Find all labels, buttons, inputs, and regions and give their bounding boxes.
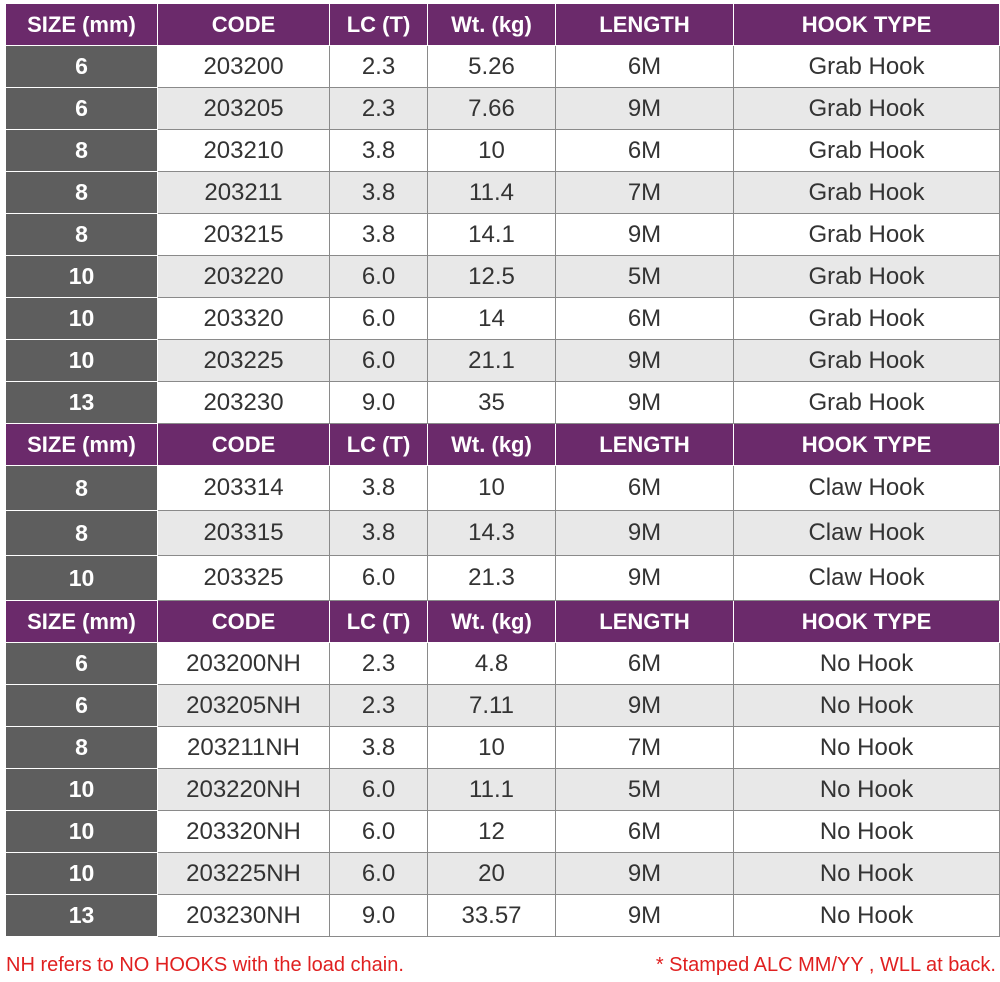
cell-length: 5M: [556, 769, 734, 811]
cell-lc: 3.8: [330, 172, 428, 214]
table-row: [6, 643, 1000, 685]
cell-hook-type: Claw Hook: [734, 556, 1000, 601]
chain-spec-table: [5, 4, 1000, 937]
header-weight: Wt. (kg): [428, 4, 556, 46]
cell-weight: 4.8: [428, 643, 556, 685]
cell-code: 203220: [158, 256, 330, 298]
cell-length: 9M: [556, 382, 734, 424]
header-lc: LC (T): [330, 424, 428, 466]
table-row: [6, 340, 1000, 382]
cell-weight: 14.3: [428, 511, 556, 556]
cell-size: 8: [6, 466, 158, 511]
cell-weight: 7.66: [428, 88, 556, 130]
header-code: CODE: [158, 424, 330, 466]
header-row: [6, 424, 1000, 466]
cell-weight: 11.4: [428, 172, 556, 214]
header-code: CODE: [158, 601, 330, 643]
cell-size: 8: [6, 511, 158, 556]
cell-length: 9M: [556, 556, 734, 601]
table-row: [6, 382, 1000, 424]
cell-code: 203315: [158, 511, 330, 556]
cell-size: 10: [6, 298, 158, 340]
table-row: [6, 130, 1000, 172]
cell-code: 203210: [158, 130, 330, 172]
cell-weight: 12.5: [428, 256, 556, 298]
cell-lc: 6.0: [330, 256, 428, 298]
cell-weight: 33.57: [428, 895, 556, 937]
header-weight: Wt. (kg): [428, 601, 556, 643]
cell-size: 6: [6, 46, 158, 88]
header-size: SIZE (mm): [6, 424, 158, 466]
cell-hook-type: Claw Hook: [734, 511, 1000, 556]
cell-hook-type: Grab Hook: [734, 382, 1000, 424]
cell-length: 9M: [556, 853, 734, 895]
cell-size: 10: [6, 556, 158, 601]
cell-code: 203205: [158, 88, 330, 130]
cell-size: 13: [6, 895, 158, 937]
cell-hook-type: No Hook: [734, 895, 1000, 937]
cell-lc: 3.8: [330, 214, 428, 256]
cell-code: 203215: [158, 214, 330, 256]
header-size: SIZE (mm): [6, 601, 158, 643]
cell-hook-type: No Hook: [734, 685, 1000, 727]
cell-hook-type: No Hook: [734, 811, 1000, 853]
cell-lc: 2.3: [330, 46, 428, 88]
table-row: [6, 769, 1000, 811]
cell-weight: 14.1: [428, 214, 556, 256]
cell-code: 203230NH: [158, 895, 330, 937]
cell-code: 203211NH: [158, 727, 330, 769]
cell-lc: 2.3: [330, 685, 428, 727]
cell-lc: 2.3: [330, 643, 428, 685]
cell-weight: 20: [428, 853, 556, 895]
cell-length: 5M: [556, 256, 734, 298]
cell-size: 8: [6, 727, 158, 769]
table-row: [6, 556, 1000, 601]
cell-size: 10: [6, 769, 158, 811]
cell-code: 203225NH: [158, 853, 330, 895]
nh-footnote: NH refers to NO HOOKS with the load chain.: [6, 954, 404, 976]
cell-code: 203325: [158, 556, 330, 601]
table-row: [6, 256, 1000, 298]
header-row: [6, 601, 1000, 643]
cell-hook-type: Grab Hook: [734, 46, 1000, 88]
cell-weight: 7.11: [428, 685, 556, 727]
cell-weight: 21.1: [428, 340, 556, 382]
cell-lc: 2.3: [330, 88, 428, 130]
header-row: [6, 4, 1000, 46]
cell-size: 10: [6, 853, 158, 895]
cell-code: 203320: [158, 298, 330, 340]
cell-length: 6M: [556, 298, 734, 340]
cell-hook-type: No Hook: [734, 727, 1000, 769]
table-row: [6, 727, 1000, 769]
cell-code: 203220NH: [158, 769, 330, 811]
cell-weight: 10: [428, 130, 556, 172]
cell-lc: 6.0: [330, 556, 428, 601]
cell-code: 203225: [158, 340, 330, 382]
cell-weight: 10: [428, 727, 556, 769]
cell-weight: 5.26: [428, 46, 556, 88]
table-row: [6, 88, 1000, 130]
cell-size: 8: [6, 214, 158, 256]
cell-code: 203200: [158, 46, 330, 88]
cell-length: 9M: [556, 214, 734, 256]
table-row: [6, 895, 1000, 937]
table-row: [6, 811, 1000, 853]
header-lc: LC (T): [330, 601, 428, 643]
cell-hook-type: Claw Hook: [734, 466, 1000, 511]
cell-hook-type: No Hook: [734, 643, 1000, 685]
spec-sheet: [5, 4, 999, 937]
cell-hook-type: No Hook: [734, 853, 1000, 895]
cell-hook-type: Grab Hook: [734, 88, 1000, 130]
footnotes: [6, 954, 998, 980]
cell-hook-type: Grab Hook: [734, 298, 1000, 340]
table-row: [6, 853, 1000, 895]
cell-length: 9M: [556, 340, 734, 382]
cell-hook-type: Grab Hook: [734, 340, 1000, 382]
cell-lc: 9.0: [330, 895, 428, 937]
header-length: LENGTH: [556, 4, 734, 46]
header-length: LENGTH: [556, 601, 734, 643]
cell-length: 9M: [556, 511, 734, 556]
cell-code: 203205NH: [158, 685, 330, 727]
cell-code: 203320NH: [158, 811, 330, 853]
cell-size: 13: [6, 382, 158, 424]
cell-length: 9M: [556, 895, 734, 937]
stamp-footnote: * Stamped ALC MM/YY , WLL at back.: [655, 954, 996, 976]
cell-code: 203200NH: [158, 643, 330, 685]
cell-lc: 9.0: [330, 382, 428, 424]
cell-lc: 3.8: [330, 727, 428, 769]
header-hook-type: HOOK TYPE: [734, 601, 1000, 643]
cell-size: 6: [6, 88, 158, 130]
cell-length: 6M: [556, 466, 734, 511]
table-row: [6, 298, 1000, 340]
cell-size: 6: [6, 685, 158, 727]
table-row: [6, 511, 1000, 556]
cell-weight: 12: [428, 811, 556, 853]
cell-lc: 3.8: [330, 130, 428, 172]
table-row: [6, 466, 1000, 511]
cell-weight: 35: [428, 382, 556, 424]
cell-size: 6: [6, 643, 158, 685]
cell-lc: 6.0: [330, 853, 428, 895]
cell-size: 10: [6, 811, 158, 853]
cell-weight: 14: [428, 298, 556, 340]
cell-length: 6M: [556, 811, 734, 853]
cell-hook-type: Grab Hook: [734, 172, 1000, 214]
cell-length: 6M: [556, 130, 734, 172]
table-row: [6, 214, 1000, 256]
cell-code: 203211: [158, 172, 330, 214]
cell-lc: 6.0: [330, 340, 428, 382]
header-lc: LC (T): [330, 4, 428, 46]
cell-weight: 10: [428, 466, 556, 511]
cell-code: 203230: [158, 382, 330, 424]
cell-length: 7M: [556, 727, 734, 769]
cell-lc: 6.0: [330, 811, 428, 853]
cell-lc: 6.0: [330, 769, 428, 811]
cell-size: 10: [6, 256, 158, 298]
cell-size: 8: [6, 130, 158, 172]
header-size: SIZE (mm): [6, 4, 158, 46]
cell-weight: 11.1: [428, 769, 556, 811]
cell-size: 8: [6, 172, 158, 214]
cell-hook-type: Grab Hook: [734, 130, 1000, 172]
cell-lc: 3.8: [330, 511, 428, 556]
cell-length: 9M: [556, 88, 734, 130]
table-row: [6, 46, 1000, 88]
header-length: LENGTH: [556, 424, 734, 466]
cell-hook-type: Grab Hook: [734, 256, 1000, 298]
cell-hook-type: No Hook: [734, 769, 1000, 811]
cell-lc: 6.0: [330, 298, 428, 340]
header-hook-type: HOOK TYPE: [734, 4, 1000, 46]
cell-length: 9M: [556, 685, 734, 727]
cell-length: 6M: [556, 643, 734, 685]
cell-hook-type: Grab Hook: [734, 214, 1000, 256]
cell-code: 203314: [158, 466, 330, 511]
header-weight: Wt. (kg): [428, 424, 556, 466]
cell-length: 6M: [556, 46, 734, 88]
header-hook-type: HOOK TYPE: [734, 424, 1000, 466]
cell-length: 7M: [556, 172, 734, 214]
header-code: CODE: [158, 4, 330, 46]
cell-weight: 21.3: [428, 556, 556, 601]
table-row: [6, 685, 1000, 727]
cell-lc: 3.8: [330, 466, 428, 511]
cell-size: 10: [6, 340, 158, 382]
table-row: [6, 172, 1000, 214]
